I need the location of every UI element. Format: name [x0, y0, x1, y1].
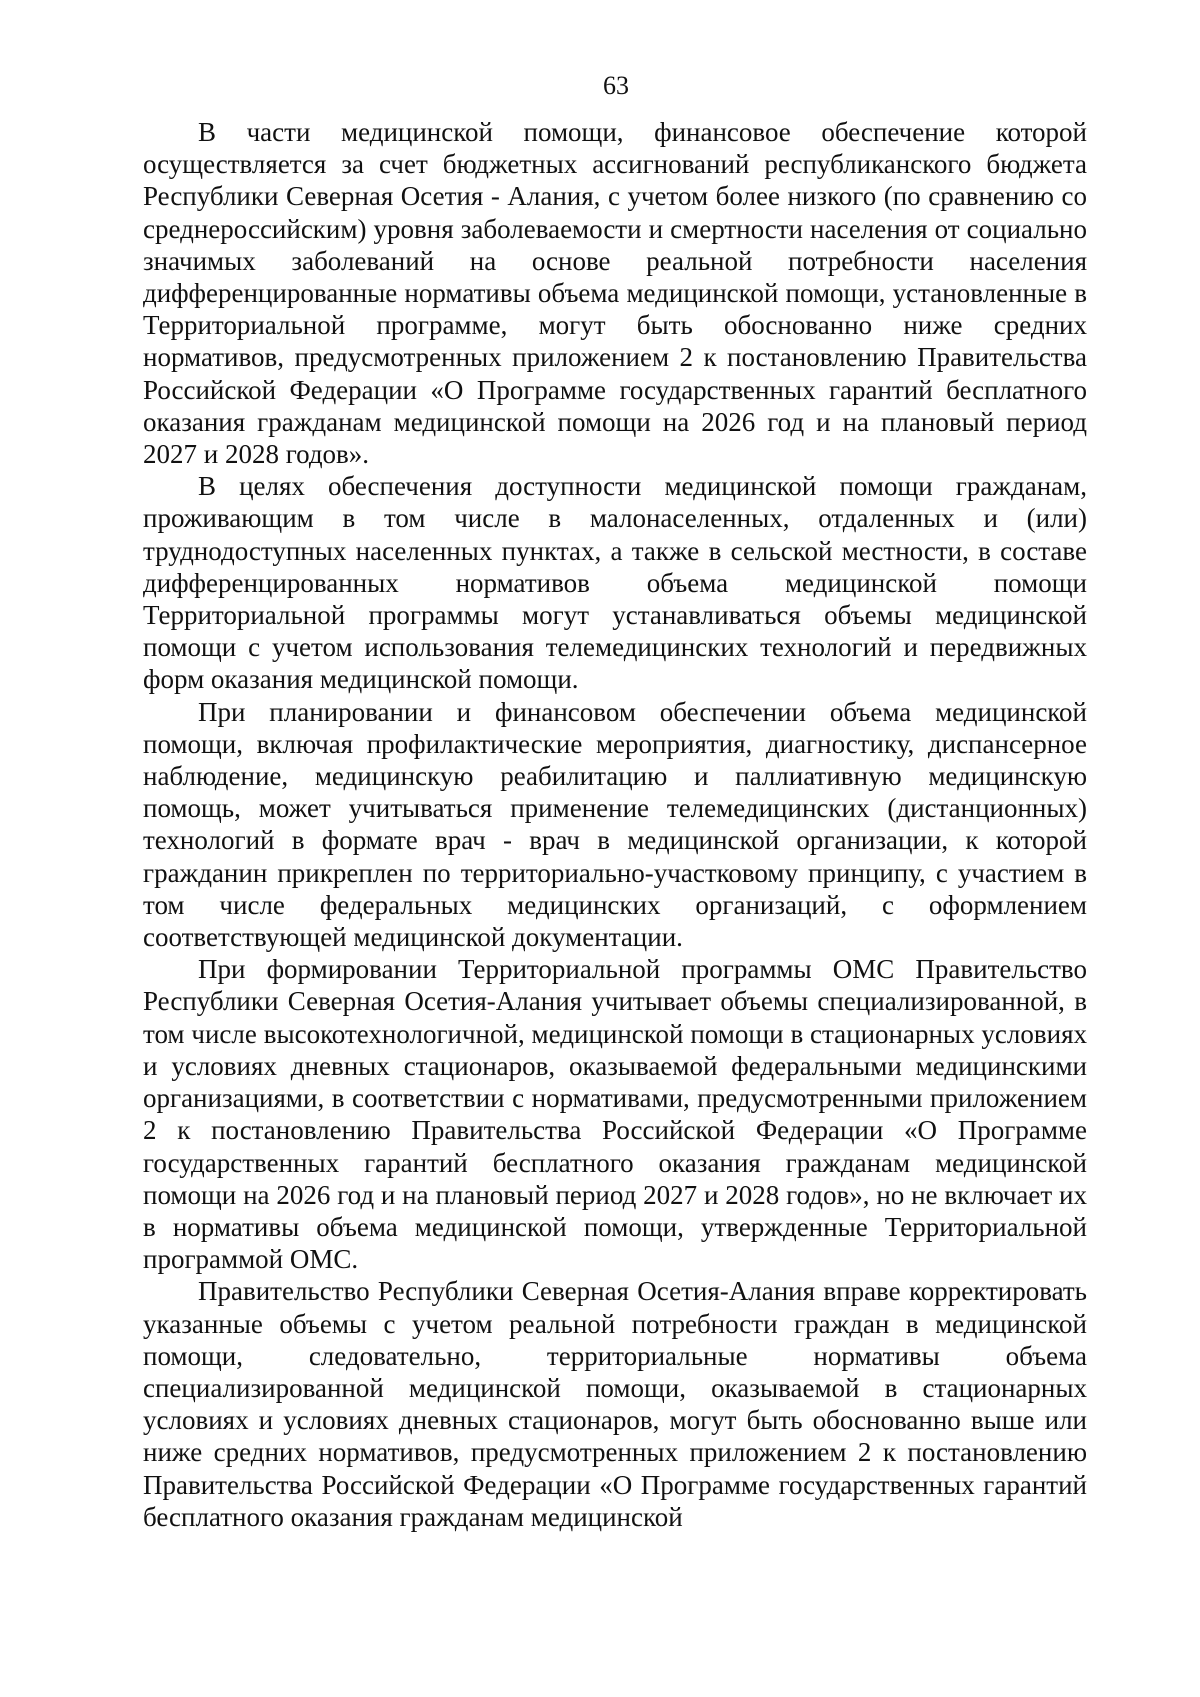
paragraph-1: В части медицинской помощи, финансовое обеспечение которой осуществляется за счет бюджетных ассигнований республиканского бюджета Республики Северная Осетия - Алания, с учетом более низкого (по сравнению со среднероссийским) уровня заболеваемости и смертности населения от социально значимых заболеваний на основе реальной потребности населения дифференцированные нормативы объема медицинской помощи, установленные в Территориальной программе, могут быть обоснованно ниже средних нормативов, предусмотренных приложением 2 к постановлению Правительства Российской Федерации «О Программе государственных гарантий бесплатного оказания гражданам медицинской помощи на 2026 год и на плановый период 2027 и 2028 годов».	[143, 117, 1087, 470]
paragraph-4: При формировании Территориальной программы ОМС Правительство Республики Северная Осетия-Алания учитывает объемы специализированной, в том числе высокотехнологичной, медицинской помощи в стационарных условиях и условиях дневных стационаров, оказываемой федеральными медицинскими организациями, в соответствии с нормативами, предусмотренными приложением 2 к постановлению Правительства Российской Федерации «О Программе государственных гарантий бесплатного оказания гражданам медицинской помощи на 2026 год и на плановый период 2027 и 2028 годов», но не включает их в нормативы объема медицинской помощи, утвержденные Территориальной программой ОМС.	[143, 954, 1087, 1275]
paragraph-3: При планировании и финансовом обеспечении объема медицинской помощи, включая профилактические мероприятия, диагностику, диспансерное наблюдение, медицинскую реабилитацию и паллиативную медицинскую помощь, может учитываться применение телемедицинских (дистанционных) технологий в формате врач - врач в медицинской организации, к которой гражданин прикреплен по территориально-участковому принципу, с участием в том числе федеральных медицинских организаций, с оформлением соответствующей медицинской документации.	[143, 696, 1087, 953]
paragraph-2: В целях обеспечения доступности медицинской помощи гражданам, проживающим в том числе в малонаселенных, отдаленных и (или) труднодоступных населенных пунктах, а также в сельской местности, в составе дифференцированных нормативов объема медицинской помощи Территориальной программы могут устанавливаться объемы медицинской помощи с учетом использования телемедицинских технологий и передвижных форм оказания медицинской помощи.	[143, 471, 1087, 695]
document-body	[143, 116, 1087, 1533]
page-number: 63	[603, 71, 629, 100]
paragraph-5: Правительство Республики Северная Осетия-Алания вправе корректировать указанные объемы с учетом реальной потребности граждан в медицинской помощи, следовательно, территориальные нормативы объема специализированной медицинской помощи, оказываемой в стационарных условиях и условиях дневных стационаров, могут быть обоснованно выше или ниже средних нормативов, предусмотренных приложением 2 к постановлению Правительства Российской Федерации «О Программе государственных гарантий бесплатного оказания гражданам медицинской	[143, 1276, 1087, 1532]
